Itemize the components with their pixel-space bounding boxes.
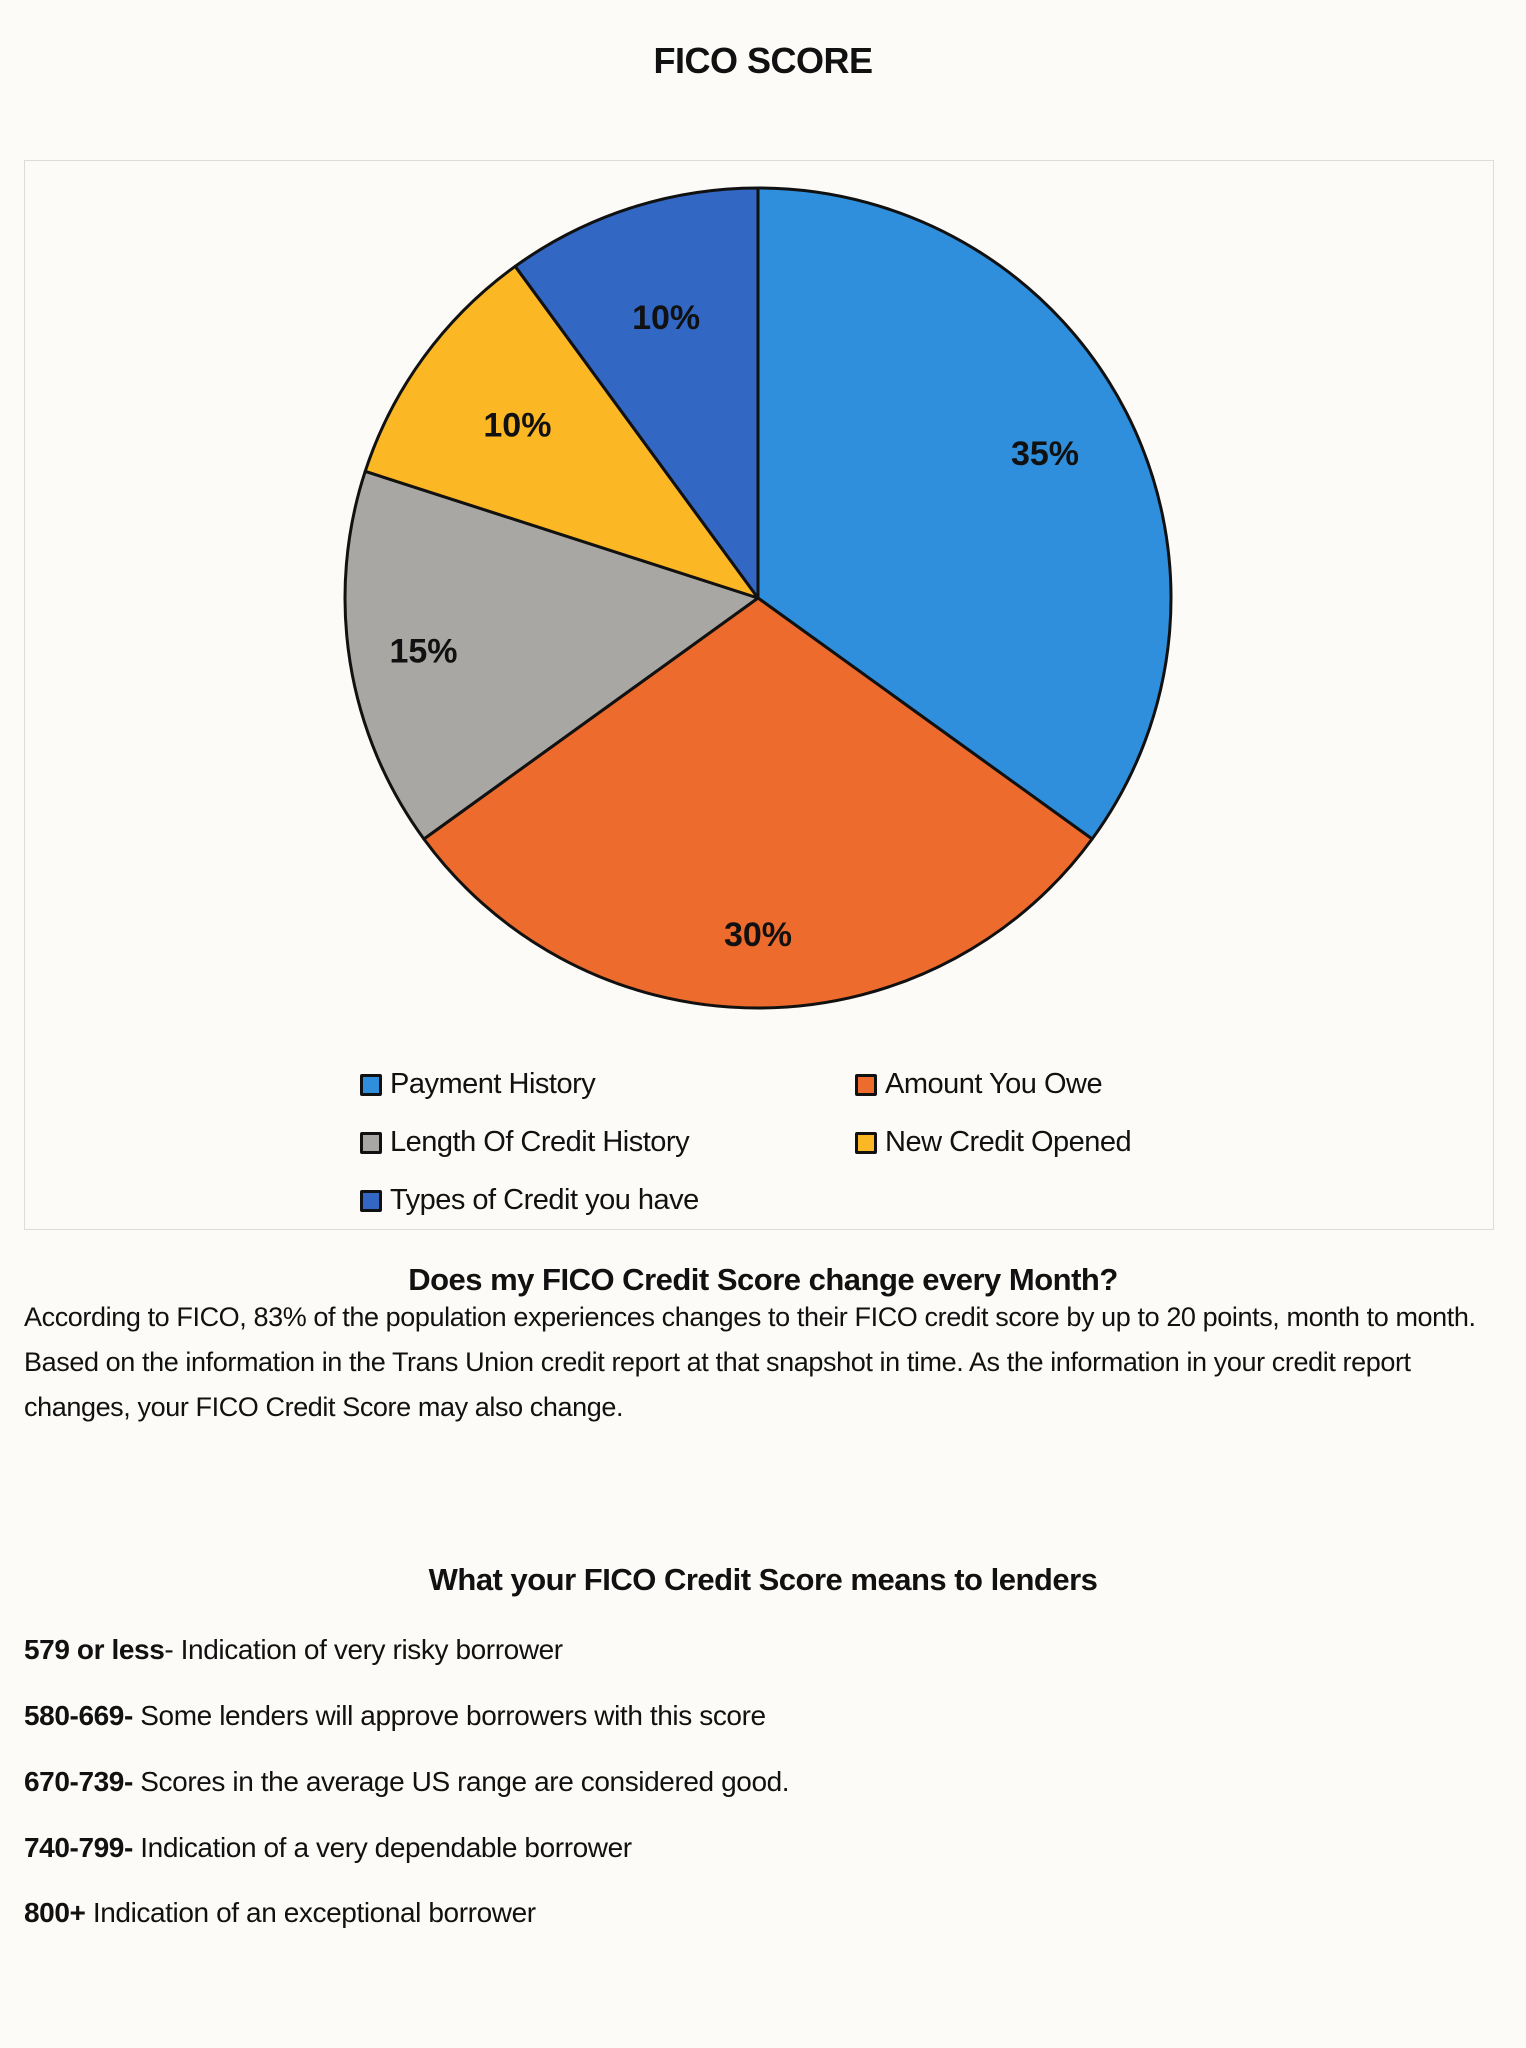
score-description: Some lenders will approve borrowers with this score: [132, 1700, 766, 1731]
section-heading-lenders: What your FICO Credit Score means to lenders: [428, 1562, 1098, 1597]
score-range-item: [24, 1832, 632, 1864]
legend-item-amount-you-owe: [855, 1068, 1102, 1101]
score-range-item: [24, 1766, 789, 1798]
legend-label: Length Of Credit History: [390, 1126, 690, 1158]
score-range: 580-669-: [24, 1700, 133, 1731]
section-heading-monthly-change: Does my FICO Credit Score change every Month?: [408, 1262, 1118, 1297]
legend-swatch: [855, 1074, 877, 1096]
score-description: Indication of an exceptional borrower: [85, 1897, 536, 1928]
legend-item-new-credit-opened: [855, 1126, 1131, 1159]
score-description: - Indication of very risky borrower: [164, 1634, 563, 1665]
score-range-item: [24, 1897, 536, 1929]
pie-data-label: 10%: [632, 299, 701, 338]
pie-data-label: 15%: [389, 632, 458, 671]
score-range-item: [24, 1634, 563, 1666]
legend-item-length-of-credit-history: [360, 1126, 689, 1159]
score-range: 670-739-: [24, 1766, 133, 1797]
legend-item-types-of-credit: [360, 1184, 699, 1217]
legend-swatch: [360, 1190, 382, 1212]
chart-title: FICO SCORE: [653, 40, 873, 81]
pie-data-label: 30%: [723, 916, 793, 955]
legend-label: Types of Credit you have: [390, 1184, 699, 1216]
legend-label: New Credit Opened: [885, 1126, 1132, 1158]
legend-label: Payment History: [390, 1068, 596, 1100]
score-description: Scores in the average US range are considered good.: [132, 1766, 790, 1797]
pie-data-label: 35%: [1010, 434, 1080, 473]
legend-swatch: [360, 1074, 382, 1096]
score-description: Indication of a very dependable borrower: [132, 1832, 632, 1863]
section-body-monthly-change: According to FICO, 83% of the population experiences changes to their FICO credit score by up to 20 points, month to month. Based on the information in the Trans Union credit report at that snapshot in time. As the information in your credit report changes, your FICO Credit Score may also change.: [24, 1302, 1476, 1422]
score-range-item: [24, 1700, 766, 1732]
legend-item-payment-history: [360, 1068, 595, 1101]
legend-swatch: [855, 1132, 877, 1154]
legend-label: Amount You Owe: [885, 1068, 1103, 1100]
pie-data-label: 10%: [483, 406, 552, 445]
score-range: 800+: [24, 1897, 86, 1928]
legend-swatch: [360, 1132, 382, 1154]
score-range: 740-799-: [24, 1832, 133, 1863]
score-range: 579 or less: [24, 1634, 165, 1665]
